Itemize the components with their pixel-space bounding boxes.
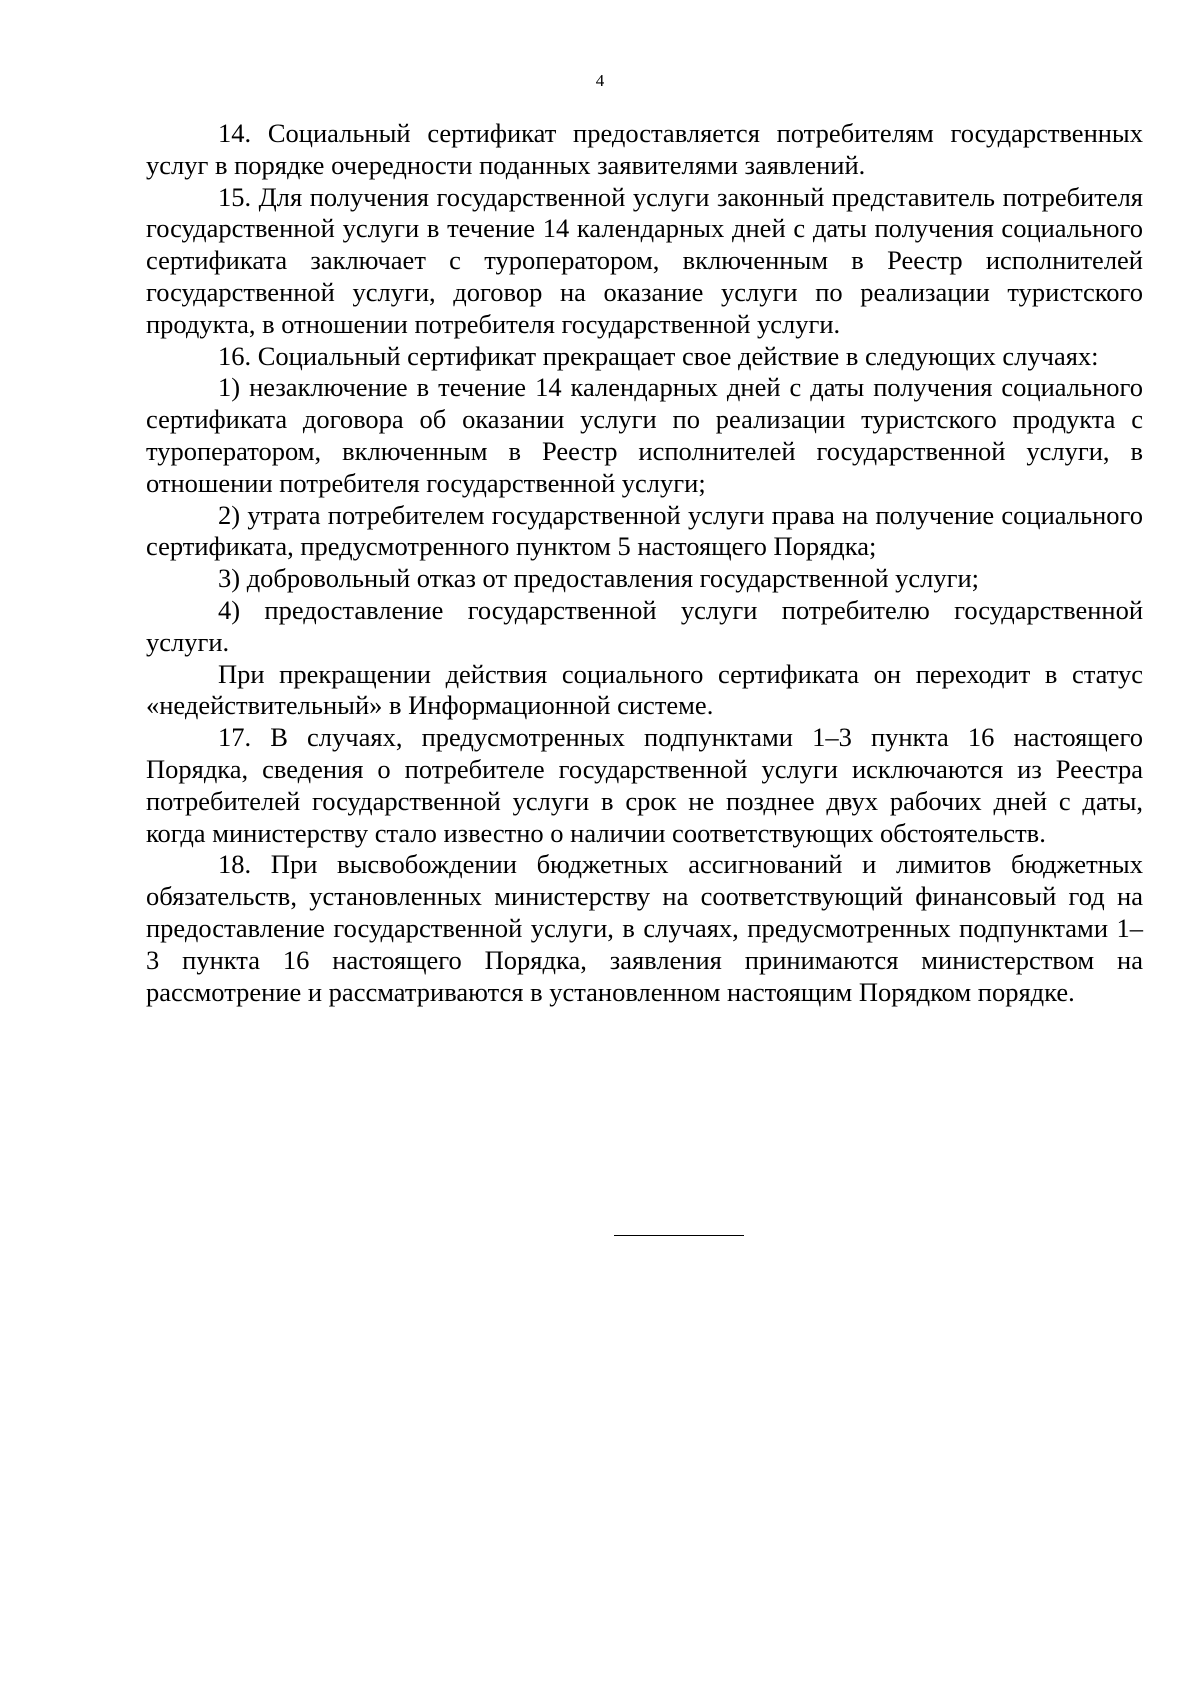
- paragraph-item-18: 18. При высвобождении бюджетных ассигнований и лимитов бюджетных обязательств, установленных министерству на соответствующий финансовый год на предоставление государственной услуги, в случаях, предусмотренных подпунктами 1–3 пункта 16 настоящего Порядка, заявления принимаются министерством на рассмотрение и рассматриваются в установленном настоящим Порядком порядке.: [146, 849, 1143, 1007]
- subparagraph-2: 2) утрата потребителем государственной услуги права на получение социального сертификата, предусмотренного пунктом 5 настоящего Порядка;: [146, 499, 1143, 562]
- document-body: [146, 118, 1143, 1008]
- paragraph-item-16: 16. Социальный сертификат прекращает свое действие в следующих случаях:: [218, 340, 1099, 371]
- subparagraph-1: 1) незаключение в течение 14 календарных дней с даты получения социального сертификата договора об оказании услуги по реализации туристского продукта с туроператором, включенным в Реестр исполнителей государственной услуги, в отношении потребителя государственной услуги;: [146, 372, 1143, 498]
- subparagraph-4: 4) предоставление государственной услуги потребителю государственной услуги.: [146, 594, 1143, 657]
- paragraph-item-15: 15. Для получения государственной услуги законный представитель потребителя государственной услуги в течение 14 календарных дней с даты получения социального сертификата заключает с туроператором, включенным в Реестр исполнителей государственной услуги, договор на оказание услуги по реализации туристского продукта, в отношении потребителя государственной услуги.: [146, 181, 1143, 339]
- end-of-document-rule: [614, 1235, 744, 1236]
- page-number: 4: [595, 71, 605, 90]
- subparagraph-3: 3) добровольный отказ от предоставления государственной услуги;: [218, 563, 980, 594]
- paragraph-status-note: При прекращении действия социального сертификата он переходит в статус «недействительный» в Информационной системе.: [146, 658, 1143, 721]
- paragraph-item-17: 17. В случаях, предусмотренных подпунктами 1–3 пункта 16 настоящего Порядка, сведения о потребителе государственной услуги исключаются из Реестра потребителей государственной услуги в срок не позднее двух рабочих дней с даты, когда министерству стало известно о наличии соответствующих обстоятельств.: [146, 722, 1143, 848]
- paragraph-item-14: 14. Социальный сертификат предоставляется потребителям государственных услуг в порядке очередности поданных заявителями заявлений.: [146, 118, 1143, 180]
